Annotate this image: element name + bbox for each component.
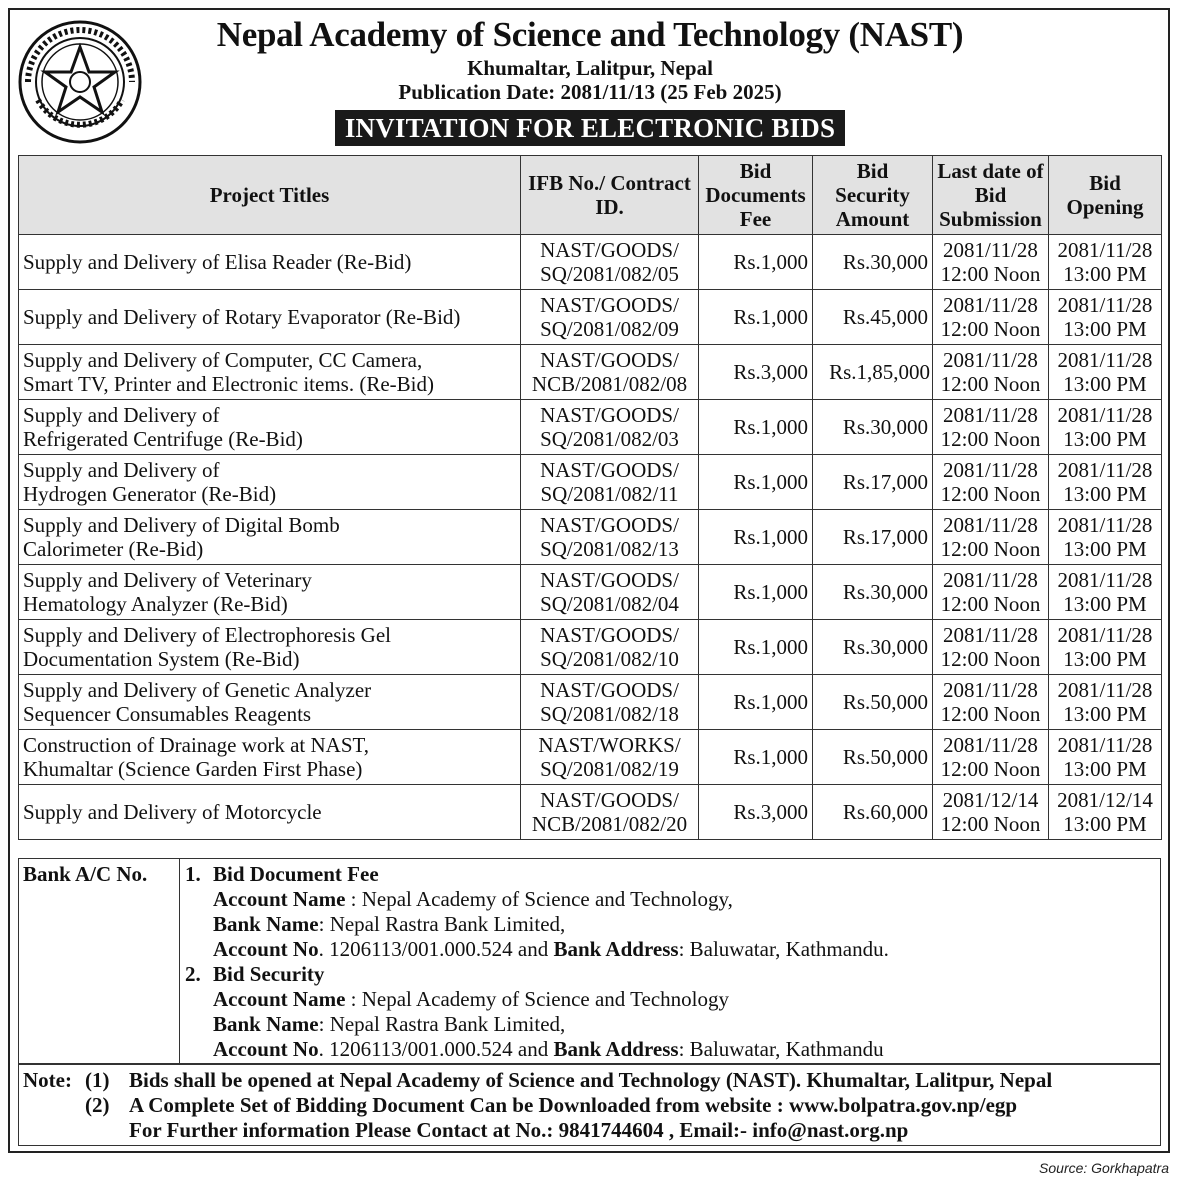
account-name-label: Account Name [213,987,346,1011]
ifb-no [521,510,699,565]
bid-security: Rs.60,000 [813,785,933,840]
opening-date [1049,675,1162,730]
opening-date [1049,510,1162,565]
account-no-line [185,937,889,962]
project-title-line-2: Calorimeter (Re-Bid) [23,537,204,561]
opening-time-value: 13:00 PM [1063,482,1147,506]
table-row [19,290,1162,345]
bid-fee: Rs.1,000 [699,730,813,785]
ifb-line-1: NAST/GOODS/ [540,678,679,702]
account-name-line [185,887,889,912]
bid-fee: Rs.1,000 [699,620,813,675]
project-title [19,290,521,345]
note-line-2: A Complete Set of Bidding Document Can be Downloaded from website : www.bolpatra.gov.np/egp [129,1093,1018,1117]
bank-name-line [185,1012,889,1037]
project-title-line-1: Supply and Delivery of Genetic Analyzer [23,678,372,702]
opening-time-value: 13:00 PM [1063,262,1147,286]
ifb-line-2: SQ/2081/082/09 [540,317,679,341]
opening-date [1049,730,1162,785]
project-title [19,675,521,730]
opening-date [1049,565,1162,620]
bid-security: Rs.30,000 [813,400,933,455]
submission-date-value: 2081/11/28 [943,293,1038,317]
account-no-value: . 1206113/001.000.524 and [318,937,554,961]
ifb-no [521,620,699,675]
opening-date [1049,400,1162,455]
project-title [19,785,521,840]
opening-time-value: 13:00 PM [1063,427,1147,451]
submission-time-value: 12:00 Noon [940,317,1041,341]
account-no-label: Account No [213,1037,319,1061]
ifb-line-2: SQ/2081/082/19 [540,757,679,781]
ifb-line-1: NAST/GOODS/ [540,788,679,812]
project-title-line-2: Hematology Analyzer (Re-Bid) [23,592,288,616]
project-title-line-2: Smart TV, Printer and Electronic items. (Re-Bid) [23,372,434,396]
submission-time-value: 12:00 Noon [940,647,1041,671]
nast-star-seal-icon [18,20,142,144]
submission-date-value: 2081/11/28 [943,733,1038,757]
ifb-line-2: SQ/2081/082/04 [540,592,679,616]
bid-fee: Rs.3,000 [699,345,813,400]
col-header-project-titles: Project Titles [19,156,521,235]
ifb-line-1: NAST/GOODS/ [540,348,679,372]
bank-divider [179,859,180,1063]
project-title [19,620,521,675]
opening-time-value: 13:00 PM [1063,702,1147,726]
project-title-line-2: Documentation System (Re-Bid) [23,647,300,671]
opening-date [1049,785,1162,840]
project-title [19,730,521,785]
opening-date-value: 2081/11/28 [1057,678,1153,702]
note-line-3: For Further information Please Contact at No.: 9841744604 , Email:- info@nast.org.np [129,1118,909,1142]
opening-time-value: 13:00 PM [1063,592,1147,616]
submission-date-value: 2081/11/28 [943,623,1038,647]
submission-time-value: 12:00 Noon [940,812,1041,836]
bid-security: Rs.17,000 [813,455,933,510]
project-title [19,565,521,620]
submission-date-value: 2081/11/28 [943,238,1038,262]
ifb-no [521,345,699,400]
submission-time-value: 12:00 Noon [940,757,1041,781]
bid-fee: Rs.1,000 [699,510,813,565]
col-header-last-date-submission: Last date of Bid Submission [933,156,1049,235]
opening-date-value: 2081/11/28 [1057,293,1153,317]
ifb-no [521,235,699,290]
bank-address-value: : Baluwatar, Kathmandu [678,1037,884,1061]
submission-time-value: 12:00 Noon [940,262,1041,286]
project-title [19,455,521,510]
ifb-line-2: NCB/2081/082/08 [531,372,688,396]
submission-date [933,510,1049,565]
bid-fee: Rs.1,000 [699,455,813,510]
ifb-no [521,785,699,840]
project-title-line-2: Refrigerated Centrifuge (Re-Bid) [23,427,303,451]
submission-date-value: 2081/11/28 [943,403,1038,427]
opening-date [1049,290,1162,345]
opening-date-value: 2081/11/28 [1057,623,1153,647]
project-title-line-1: Supply and Delivery of [23,458,220,482]
submission-time-value: 12:00 Noon [940,592,1041,616]
ifb-line-2: SQ/2081/082/10 [540,647,679,671]
opening-date [1049,235,1162,290]
opening-date-value: 2081/11/28 [1057,458,1153,482]
project-title-text: Supply and Delivery of Motorcycle [23,800,322,824]
bid-security: Rs.50,000 [813,675,933,730]
bid-fee: Rs.1,000 [699,400,813,455]
bank-item-number: 2. [185,962,201,986]
opening-time-value: 13:00 PM [1063,757,1147,781]
submission-date-value: 2081/11/28 [943,458,1038,482]
table-row [19,235,1162,290]
bank-name-label: Bank Name [213,912,319,936]
table-row [19,455,1162,510]
opening-date [1049,455,1162,510]
organization-title: Nepal Academy of Science and Technology (NAST) [216,15,964,54]
bids-table [18,155,1162,840]
submission-date-value: 2081/11/28 [943,513,1038,537]
project-title [19,235,521,290]
submission-date-value: 2081/11/28 [943,348,1038,372]
submission-date-value: 2081/12/14 [942,788,1039,812]
opening-date [1049,345,1162,400]
submission-date [933,620,1049,675]
account-name-line [185,987,889,1012]
ifb-line-2: SQ/2081/082/18 [540,702,679,726]
notice-header [150,14,1030,146]
ifb-line-1: NAST/GOODS/ [540,623,679,647]
bid-security: Rs.30,000 [813,620,933,675]
table-row [19,400,1162,455]
project-title-line-1: Supply and Delivery of Digital Bomb [23,513,340,537]
col-header-bid-security-amount: Bid Security Amount [813,156,933,235]
table-row [19,675,1162,730]
submission-time-value: 12:00 Noon [940,702,1041,726]
ifb-line-1: NAST/GOODS/ [540,238,679,262]
project-title-text: Supply and Delivery of Rotary Evaporator (Re-Bid) [23,305,461,329]
note-section [18,1064,1161,1146]
bank-item-heading [185,862,889,887]
submission-date [933,565,1049,620]
bid-fee: Rs.1,000 [699,565,813,620]
opening-date-value: 2081/11/28 [1057,513,1153,537]
ifb-line-2: SQ/2081/082/03 [540,427,679,451]
project-title-line-1: Supply and Delivery of Computer, CC Camera, [23,348,423,372]
table-row [19,730,1162,785]
project-title-line-2: Sequencer Consumables Reagents [23,702,312,726]
project-title [19,345,521,400]
project-title-line-1: Supply and Delivery of Electrophoresis Gel [23,623,391,647]
account-name-value: : Nepal Academy of Science and Technology, [345,887,733,911]
ifb-line-2: SQ/2081/082/11 [540,482,679,506]
publication-date: Publication Date: 2081/11/13 (25 Feb 2025) [398,80,782,104]
bid-fee: Rs.3,000 [699,785,813,840]
invitation-banner: INVITATION FOR ELECTRONIC BIDS [335,110,845,146]
bank-address-label: Bank Address [553,1037,679,1061]
ifb-no [521,565,699,620]
bank-name-value: : Nepal Rastra Bank Limited, [318,1012,566,1036]
ifb-line-2: SQ/2081/082/05 [540,262,679,286]
bank-account-label: Bank A/C No. [23,862,148,886]
bank-account-list [185,862,889,1062]
submission-date [933,345,1049,400]
submission-date [933,785,1049,840]
ifb-line-1: NAST/GOODS/ [540,293,679,317]
account-name-label: Account Name [213,887,346,911]
bank-account-section [18,858,1161,1064]
ifb-line-1: NAST/GOODS/ [540,568,679,592]
bank-name-line [185,912,889,937]
submission-time-value: 12:00 Noon [940,372,1041,396]
project-title-text: Supply and Delivery of Elisa Reader (Re-Bid) [23,250,412,274]
table-row [19,345,1162,400]
bid-security: Rs.30,000 [813,235,933,290]
bid-fee: Rs.1,000 [699,235,813,290]
bid-security: Rs.1,85,000 [813,345,933,400]
opening-time-value: 13:00 PM [1063,812,1147,836]
col-header-ifb-no: IFB No./ Contract ID. [521,156,699,235]
opening-date-value: 2081/11/28 [1057,238,1153,262]
source-credit: Source: Gorkhapatra [1039,1160,1169,1176]
ifb-line-1: NAST/GOODS/ [540,403,679,427]
opening-date-value: 2081/11/28 [1057,348,1153,372]
account-name-value: : Nepal Academy of Science and Technology [345,987,729,1011]
submission-time-value: 12:00 Noon [940,482,1041,506]
project-title [19,510,521,565]
ifb-no [521,455,699,510]
project-title [19,400,521,455]
submission-date-value: 2081/11/28 [943,678,1038,702]
bid-security: Rs.30,000 [813,565,933,620]
ifb-line-1: NAST/WORKS/ [538,733,681,757]
ifb-no [521,730,699,785]
opening-date-value: 2081/11/28 [1057,568,1153,592]
project-title-line-1: Construction of Drainage work at NAST, [23,733,370,757]
table-row [19,510,1162,565]
opening-time-value: 13:00 PM [1063,372,1147,396]
submission-date-value: 2081/11/28 [943,568,1038,592]
project-title-line-1: Supply and Delivery of [23,403,220,427]
opening-date [1049,620,1162,675]
ifb-line-1: NAST/GOODS/ [540,458,679,482]
opening-time-value: 13:00 PM [1063,317,1147,341]
opening-time-value: 13:00 PM [1063,647,1147,671]
bank-address-value: : Baluwatar, Kathmandu. [678,937,889,961]
note-number-1: (1) [85,1068,110,1092]
project-title-line-2: Khumaltar (Science Garden First Phase) [23,757,363,781]
bid-security: Rs.45,000 [813,290,933,345]
bank-item-number: 1. [185,862,201,886]
account-no-line [185,1037,889,1062]
ifb-no [521,675,699,730]
submission-date [933,675,1049,730]
note-line-1: Bids shall be opened at Nepal Academy of Science and Technology (NAST). Khumaltar, Lalitpur, Nepal [129,1068,1053,1092]
bank-item-title: Bid Security [213,962,325,986]
bank-name-label: Bank Name [213,1012,319,1036]
bid-security: Rs.50,000 [813,730,933,785]
bid-fee: Rs.1,000 [699,290,813,345]
opening-date-value: 2081/11/28 [1057,733,1153,757]
ifb-line-1: NAST/GOODS/ [540,513,679,537]
submission-date [933,730,1049,785]
account-no-label: Account No [213,937,319,961]
bank-item-title: Bid Document Fee [213,862,379,886]
col-header-bid-documents-fee: Bid Documents Fee [699,156,813,235]
submission-date [933,235,1049,290]
bank-name-value: : Nepal Rastra Bank Limited, [318,912,566,936]
opening-date-value: 2081/11/28 [1057,403,1153,427]
ifb-no [521,290,699,345]
note-label: Note: [23,1068,72,1092]
account-no-value: . 1206113/001.000.524 and [318,1037,554,1061]
project-title-line-1: Supply and Delivery of Veterinary [23,568,312,592]
project-title-line-2: Hydrogen Generator (Re-Bid) [23,482,277,506]
ifb-line-2: SQ/2081/082/13 [540,537,679,561]
bank-item-heading [185,962,889,987]
opening-time-value: 13:00 PM [1063,537,1147,561]
table-row [19,620,1162,675]
table-row [19,565,1162,620]
bid-fee: Rs.1,000 [699,675,813,730]
submission-date [933,400,1049,455]
col-header-bid-opening: Bid Opening [1049,156,1162,235]
ifb-line-2: NCB/2081/082/20 [531,812,688,836]
ifb-no [521,400,699,455]
submission-time-value: 12:00 Noon [940,427,1041,451]
organization-address: Khumaltar, Lalitpur, Nepal [467,56,713,80]
submission-date [933,455,1049,510]
submission-date [933,290,1049,345]
submission-time-value: 12:00 Noon [940,537,1041,561]
table-row [19,785,1162,840]
table-header-row [19,156,1162,235]
opening-date-value: 2081/12/14 [1057,788,1153,812]
bank-address-label: Bank Address [553,937,679,961]
bid-security: Rs.17,000 [813,510,933,565]
note-number-2: (2) [85,1093,110,1117]
